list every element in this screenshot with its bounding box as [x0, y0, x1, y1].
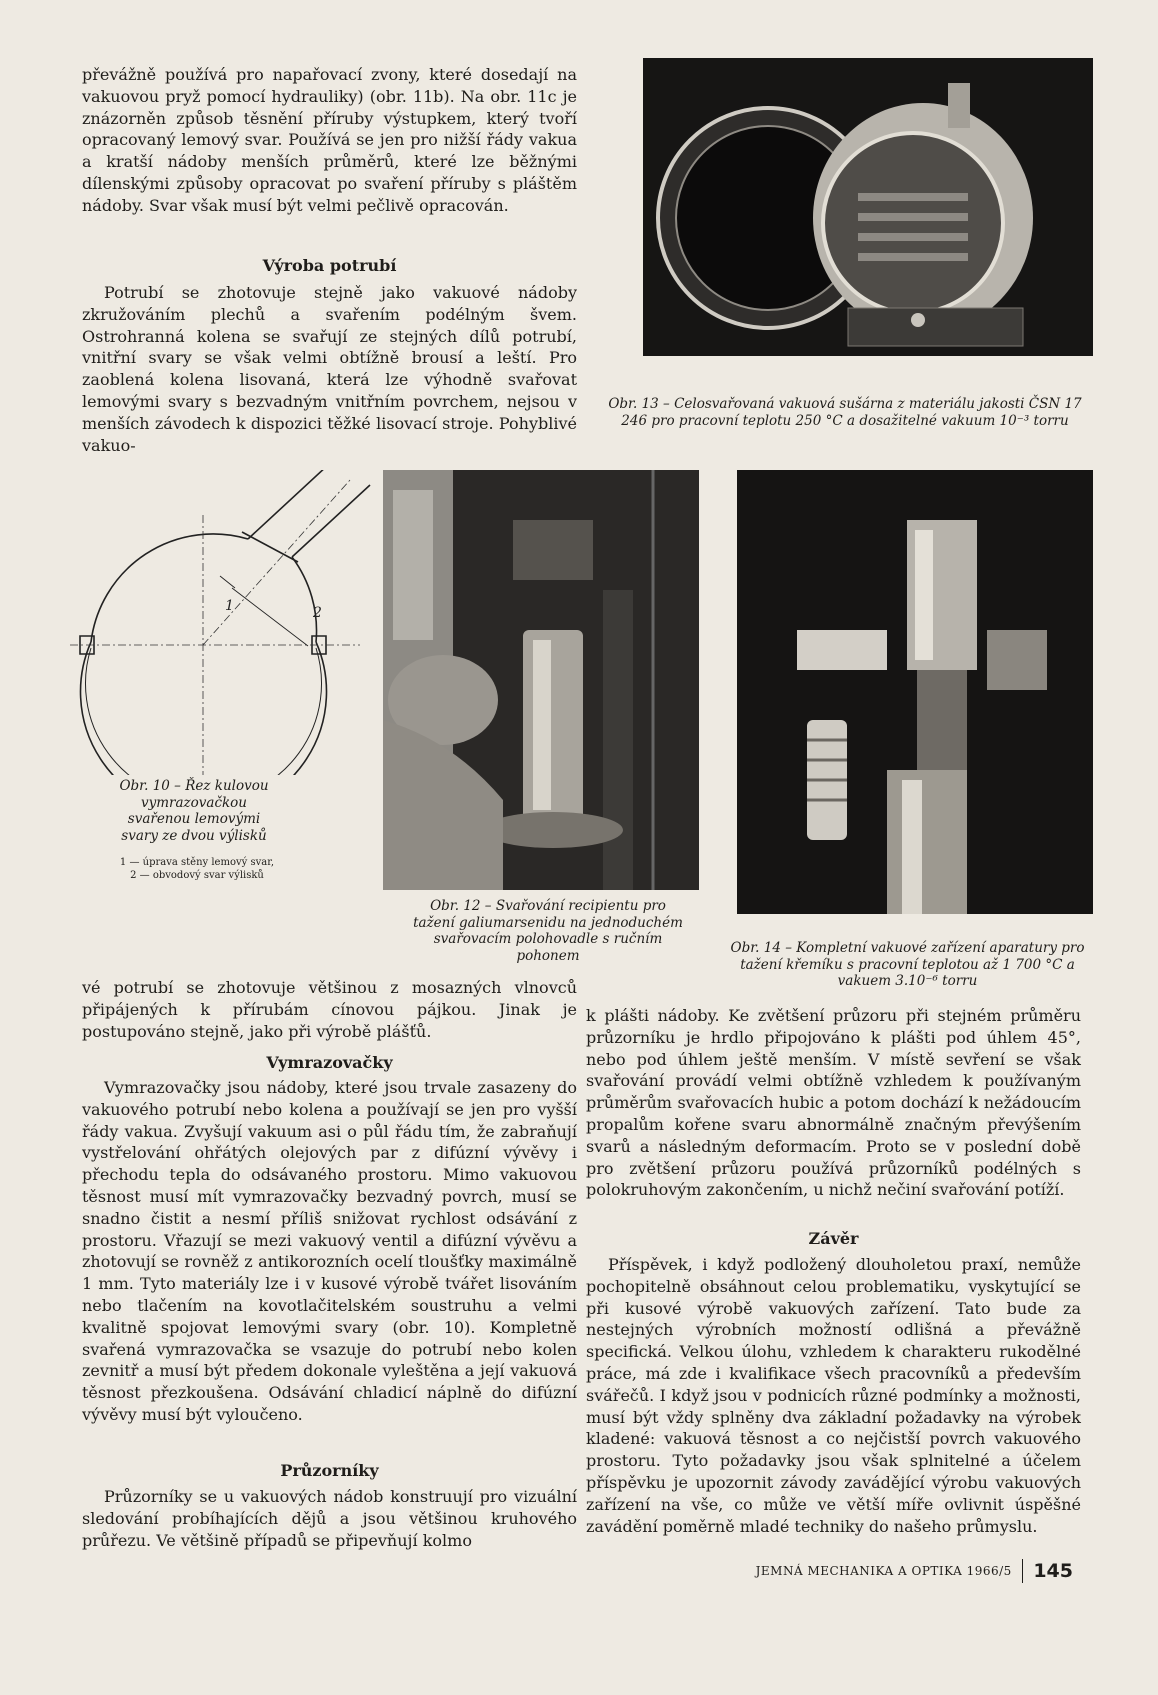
figure-14-photo	[737, 470, 1093, 914]
heading-vyroba-potrubi: Výroba potrubí	[262, 256, 397, 275]
figure-10-note: 1 — úprava stěny lemový svar, 2 — obvodový svar výlisků	[119, 857, 275, 881]
figure-14-caption: Obr. 14 – Kompletní vakuové zařízení aparatury pro tažení křemíku s pracovní teplotou až 1 700 °C a vakuem 3.10⁻⁶ torru	[730, 940, 1085, 989]
paragraph-potrubi-continued: vé potrubí se zhotovuje většinou z mosazných vlnovců připájených k přírubám cínovou pájkou. Jinak je postupováno stejně, jako při výrobě plášťů.	[82, 978, 577, 1041]
heading-pruzorniky: Průzorníky	[280, 1461, 379, 1480]
footer-divider	[1022, 1559, 1024, 1583]
heading-vymrazovacky: Vymrazovačky	[266, 1053, 393, 1072]
paragraph-potrubi: Potrubí se zhotovuje stejně jako vakuové nádoby zkružováním plechů a svařením podélným švem. Ostrohranná kolena se svařují ze stejných dílů potrubí, vnitřní svary se však velmi obtížně brousí a leští. Pro zaoblená kolena lisovaná, která lze výhodně svařovat lemovými svary s bezvadným vnitřním povrchem, nejsou v menších závodech k dispozici těžké lisovací stroje. Pohyblivé vakuo-	[82, 283, 577, 455]
figure-12-photo	[383, 470, 699, 890]
paragraph-zaver: Příspěvek, i když podložený dlouholetou praxí, nemůže pochopitelně obsáhnout celou problematiku, vyskytující se při kusové výrobě vakuových zařízení. Tato bude za nestejných výrobních možností odlišná a převážně specifická. Velkou úlohu, vzhledem k charakteru rukodělné práce, má zde i kvalifikace všech pracovníků a především svářečů. I když jsou v podnicích různé podmínky a možnosti, musí být vždy splněny dva základní požadavky na výrobek kladené: vakuová těsnost a co nejčistší povrch vakuového prostoru. Tyto požadavky jsou však splnitelné a účelem příspěvku je upozornit závody zavádějící výrobu vakuových zařízení na vše, co může ve větší míře ovlivnit úspěšné zavádění poměrně mladé techniky do našeho průmyslu.	[586, 1255, 1081, 1536]
page-number: 145	[1033, 1560, 1073, 1582]
heading-zaver: Závěr	[808, 1229, 859, 1248]
fig10-label-1: 1	[225, 598, 234, 614]
paragraph-vymrazovacky: Vymrazovačky jsou nádoby, které jsou trvale zasazeny do vakuového potrubí nebo kolena a používají se jen pro vyšší řády vakua. Zvyšují vakuum asi o půl řádu tím, že zabraňují vystřelování ohřátých olejových par z difúzní vývěvy i přechodu tepla do odsávaného prostoru. Mimo vakuovou těsnost musí mít vymrazovačky bezvadný povrch, musí se snadno čistit a nesmí příliš snižovat rychlost odsávání z prostoru. Vřazují se mezi vakuový ventil a difúzní vývěvu a zhotovují se rovněž z antikorozních ocelí tloušťky maximálně 1 mm. Tyto materiály lze i v kusové výrobě tvářet lisováním nebo tlačením na kovotlačitelském soustruhu a velmi kvalitně spojovat lemovými svary (obr. 10). Kompletně svařená vymrazovačka se vsazuje do potrubí nebo kolen zevnitř a musí být předem dokonale vyleštěna a její vakuová těsnost přezkoušena. Odsávání chladicí náplně do difúzní vývěvy musí být vyloučeno.	[82, 1078, 577, 1424]
figure-10-caption: Obr. 10 – Řez kulovou vymrazovačkou svařenou lemovými svary ze dvou výlisků	[119, 778, 269, 844]
fig10-label-2: 2	[313, 605, 322, 621]
figure-13-caption: Obr. 13 – Celosvařovaná vakuová sušárna z materiálu jakosti ČSN 17 246 pro pracovní teplotu 250 °C a dosažitelné vakuum 10⁻³ torru	[608, 396, 1082, 429]
figure-12-caption: Obr. 12 – Svařování recipientu pro tažení galiumarsenidu na jednoduchém svařovacím polohovadle s ručním pohonem	[413, 898, 683, 964]
paragraph-top-right: k plášti nádoby. Ke zvětšení průzoru při stejném průměru průzorníku je hrdlo připojováno k plášti pod úhlem 45°, nebo pod úhlem ještě menším. V místě sevření se však svařování provádí velmi obtížně vzhledem k používaným průměrům svařovacích hubic a potom dochází k nežádoucím propalům kořene svaru abnormálně značným převýšením svarů a následným deformacím. Proto se v poslední době pro zvětšení průzoru používá průzorníků podélných s polokruhovým zakončením, u nichž nečiní svařování potíží.	[586, 1006, 1081, 1200]
figure-13-photo	[643, 58, 1093, 356]
journal-name: JEMNÁ MECHANIKA A OPTIKA 1966/5	[755, 1564, 1012, 1578]
page-footer	[756, 1559, 1073, 1583]
paragraph-top-left: převážně používá pro napařovací zvony, které dosedají na vakuovou pryž pomocí hydrauliky) (obr. 11b). Na obr. 11c je znázorněn způsob těsnění příruby výstupkem, který tvoří opracovaný lemový svar. Používá se jen pro nižší řády vakua a kratší nádoby menších průměrů, které lze běžnými dílenskými způsoby opracovat po svaření příruby s pláštěm nádoby. Svar však musí být velmi pečlivě opracován.	[82, 65, 577, 215]
paragraph-pruzorniky: Průzorníky se u vakuových nádob konstruují pro vizuální sledování probíhajících dějů a jsou většinou kruhového průřezu. Ve většině případů se připevňují kolmo	[82, 1487, 577, 1550]
figure-10-diagram	[60, 470, 380, 775]
